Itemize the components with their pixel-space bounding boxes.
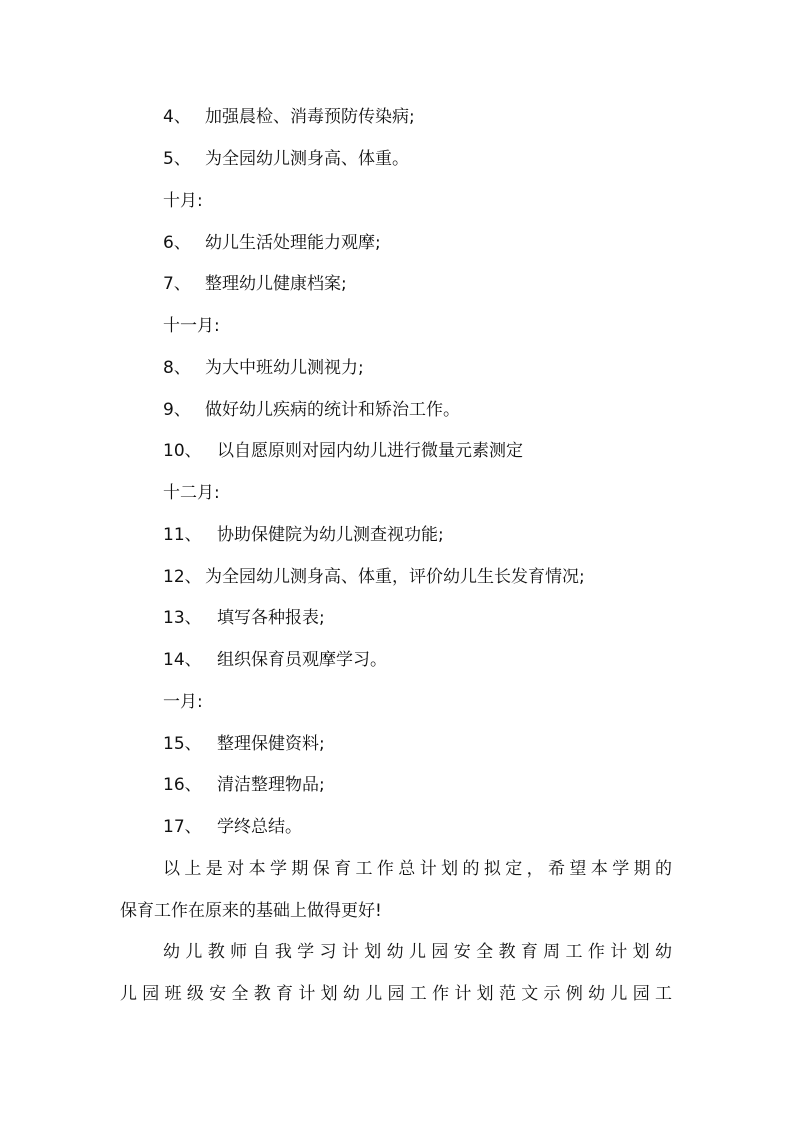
list-item <box>163 813 302 841</box>
item-text: 整理保健资料; <box>217 734 325 754</box>
list-item <box>163 521 444 549</box>
list-item <box>163 437 523 465</box>
conclusion-line-1: 以上是对本学期保育工作总计划的拟定，希望本学期的 <box>163 859 672 879</box>
item-number: 12、 <box>163 567 202 587</box>
item-number: 6、 <box>163 233 191 253</box>
related-paragraph-continued <box>120 980 672 1008</box>
related-paragraph <box>163 938 672 966</box>
item-number: 7、 <box>163 274 191 294</box>
item-text: 学终总结。 <box>217 817 302 837</box>
item-number: 16、 <box>163 775 202 795</box>
conclusion-paragraph-continued <box>120 897 382 925</box>
related-line-1: 幼儿教师自我学习计划幼儿园安全教育周工作计划幼 <box>163 942 672 962</box>
item-text: 协助保健院为幼儿测查视功能; <box>217 525 444 545</box>
list-item <box>163 604 325 632</box>
list-item <box>163 563 585 591</box>
item-text: 清洁整理物品; <box>217 775 325 795</box>
item-number: 4、 <box>163 107 191 127</box>
item-text: 做好幼儿疾病的统计和矫治工作。 <box>205 400 460 420</box>
item-text: 整理幼儿健康档案; <box>205 274 347 294</box>
item-number: 13、 <box>163 608 202 628</box>
item-number: 10、 <box>163 441 202 461</box>
item-number: 14、 <box>163 650 202 670</box>
month-heading-dec: 十二月: <box>163 483 220 503</box>
list-item <box>163 771 325 799</box>
list-item <box>163 646 387 674</box>
item-text: 填写各种报表; <box>217 608 325 628</box>
month-heading-oct: 十月: <box>163 191 203 211</box>
item-text: 为大中班幼儿测视力; <box>205 358 364 378</box>
item-number: 11、 <box>163 525 202 545</box>
item-number: 17、 <box>163 817 202 837</box>
list-item <box>163 354 364 382</box>
list-item <box>163 396 460 424</box>
month-heading-nov: 十一月: <box>163 316 220 336</box>
list-item <box>163 229 381 257</box>
list-item <box>163 270 347 298</box>
related-line-2: 儿园班级安全教育计划幼儿园工作计划范文示例幼儿园工 <box>120 984 672 1004</box>
item-number: 5、 <box>163 149 191 169</box>
conclusion-line-2: 保育工作在原来的基础上做得更好! <box>120 901 382 921</box>
list-item <box>163 730 325 758</box>
list-item <box>163 103 415 131</box>
item-text: 以自愿原则对园内幼儿进行微量元素测定 <box>217 441 523 461</box>
item-text: 为全园幼儿测身高、体重，评价幼儿生长发育情况; <box>205 567 585 587</box>
item-text: 加强晨检、消毒预防传染病; <box>205 107 415 127</box>
item-number: 9、 <box>163 400 191 420</box>
item-text: 组织保育员观摩学习。 <box>217 650 387 670</box>
list-item <box>163 145 409 173</box>
month-heading-jan: 一月: <box>163 692 203 712</box>
item-number: 15、 <box>163 734 202 754</box>
item-text: 幼儿生活处理能力观摩; <box>205 233 381 253</box>
conclusion-paragraph <box>163 855 672 883</box>
item-text: 为全园幼儿测身高、体重。 <box>205 149 409 169</box>
item-number: 8、 <box>163 358 191 378</box>
